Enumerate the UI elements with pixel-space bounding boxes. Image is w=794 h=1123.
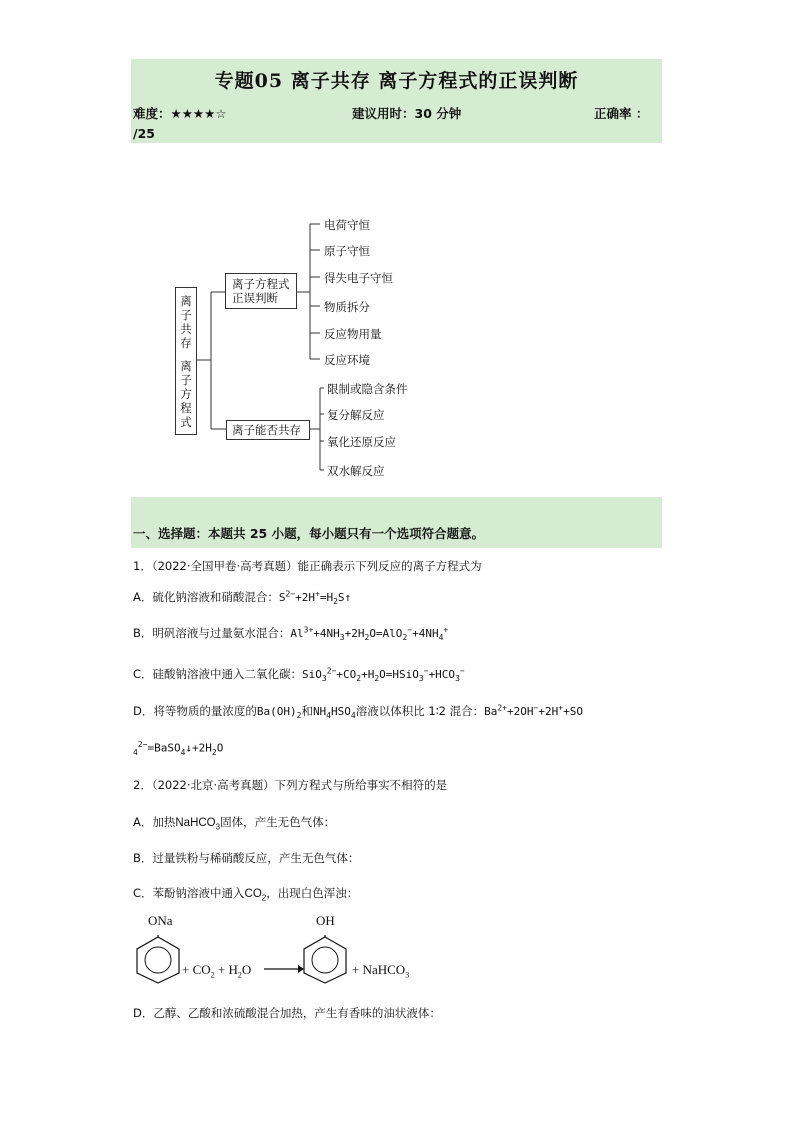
option-text: ，出现白色浑浊： (266, 886, 359, 900)
reaction-reactants: + $CO_2 + H_2O$ (182, 962, 252, 980)
q1-stem: 1．（2022·全国甲卷·高考真题）能正确表示下列反应的离子方程式为 (133, 559, 482, 573)
leaf-reaction-environment: 反应环境 (324, 353, 370, 367)
leaf-substance-split: 物质拆分 (324, 300, 370, 314)
accuracy-label: 正确率 ： (594, 106, 649, 121)
leaf-electron-conservation: 得失电子守恒 (324, 271, 393, 285)
q1-option-b[interactable] (133, 625, 448, 642)
leaf-conditions: 限制或隐含条件 (327, 382, 408, 396)
branch-ion-coexistence (226, 420, 310, 440)
q2-option-a[interactable]: A．加热NaHCO$_3$固体，产生无色气体： (133, 815, 336, 832)
reactant-co2: + CO (182, 962, 211, 977)
q2-option-c[interactable]: C．苯酚钠溶液中通入$CO_2$，出现白色浑浊： (133, 886, 359, 903)
option-text: A．硫化钠溶液和硝酸混合： (133, 590, 279, 604)
option-text: B．明矾溶液与过量氨水混合： (133, 626, 291, 640)
equation: $Al^{3+}+4NH_3+2H_2O=AlO_2^-+4NH_4^+$ (290, 625, 449, 643)
leaf-double-hydrolysis: 双水解反应 (327, 464, 385, 478)
reactant-label: ONa (148, 913, 173, 928)
root-char: 子 (180, 373, 192, 387)
benzene-ring-icon (300, 935, 350, 985)
root-char: 共 (180, 322, 192, 336)
reaction-products: + NaHCO$_3$ (352, 962, 410, 980)
leaf-redox: 氧化还原反应 (327, 435, 396, 449)
root-char: 方 (180, 387, 192, 401)
q2-option-d[interactable]: D．乙醇、乙酸和浓硫酸混合加热，产生有香味的油状液体： (133, 1006, 441, 1020)
q1-option-c[interactable] (133, 666, 465, 683)
root-char: 式 (180, 415, 192, 429)
root-char: 离 (180, 294, 192, 308)
leaf-charge-conservation: 电荷守恒 (324, 218, 370, 232)
reaction-arrow-icon (264, 964, 304, 974)
root-char: 存 (180, 336, 192, 350)
reactant-h2o: + H (217, 962, 238, 977)
root-char: 子 (180, 308, 192, 322)
q2-option-b[interactable]: B．过量铁粉与稀硝酸反应，产生无色气体： (133, 851, 360, 865)
benzene-ring-icon (133, 935, 183, 985)
leaf-reactant-amount: 反应物用量 (324, 327, 382, 341)
time-label: 建议用时：30 分钟 (352, 106, 462, 121)
option-text: C．苯酚钠溶液中通入 (133, 886, 245, 900)
mindmap-root (175, 287, 197, 435)
leaf-atom-conservation: 原子守恒 (324, 244, 370, 258)
branch-label-line: 正误判断 (232, 291, 278, 305)
q1-option-a[interactable] (133, 589, 351, 606)
branch-label-line: 离子方程式 (232, 277, 290, 291)
q2-stem: 2．（2022·北京·高考真题）下列方程式与所给事实不相符的是 (133, 778, 448, 792)
page-title: 专题05 离子共存 离子方程式的正误判断 (214, 70, 579, 92)
option-text: C．硅酸钠溶液中通入二氧化碳： (133, 667, 303, 681)
root-char: 离 (180, 359, 192, 373)
leaf-double-decomposition: 复分解反应 (327, 408, 385, 422)
q1-option-d[interactable]: D．将等物质的量浓度的$Ba(OH)_2$和$NH_4HSO_4$溶液以体积比 1∶2 混合：$Ba^{2+}+2OH^-+2H^++SO$ (133, 703, 583, 721)
product-label: OH (316, 913, 335, 928)
q1-option-d-cont: $_4^{2-}=BaSO_4↓+2H_2O$ (133, 740, 224, 757)
reactant-o: O (241, 962, 252, 977)
product-nahco3: + NaHCO (352, 962, 406, 977)
section-heading: 一、选择题：本题共 25 小题，每小题只有一个选项符合题意。 (133, 526, 485, 541)
option-text: D．将等物质的量浓度的 (133, 704, 257, 718)
equation: $SiO_3^{2-}+CO_2+H_2O=HSiO_3^-+HCO_3^-$ (302, 666, 465, 684)
root-char: 程 (180, 401, 192, 415)
equation: $Ba(OH)_2$ (256, 705, 302, 721)
difficulty-label: 难度：★★★★☆ (133, 106, 227, 121)
branch-label: 离子能否共存 (232, 423, 301, 437)
total-label: /25 (133, 126, 155, 141)
branch-ionic-equation (225, 273, 297, 309)
option-text: A．加热 (133, 815, 176, 829)
equation: $S^{2-}+2H^+=H_2S↑$ (278, 589, 352, 607)
option-text: 固体，产生无色气体： (220, 815, 336, 829)
